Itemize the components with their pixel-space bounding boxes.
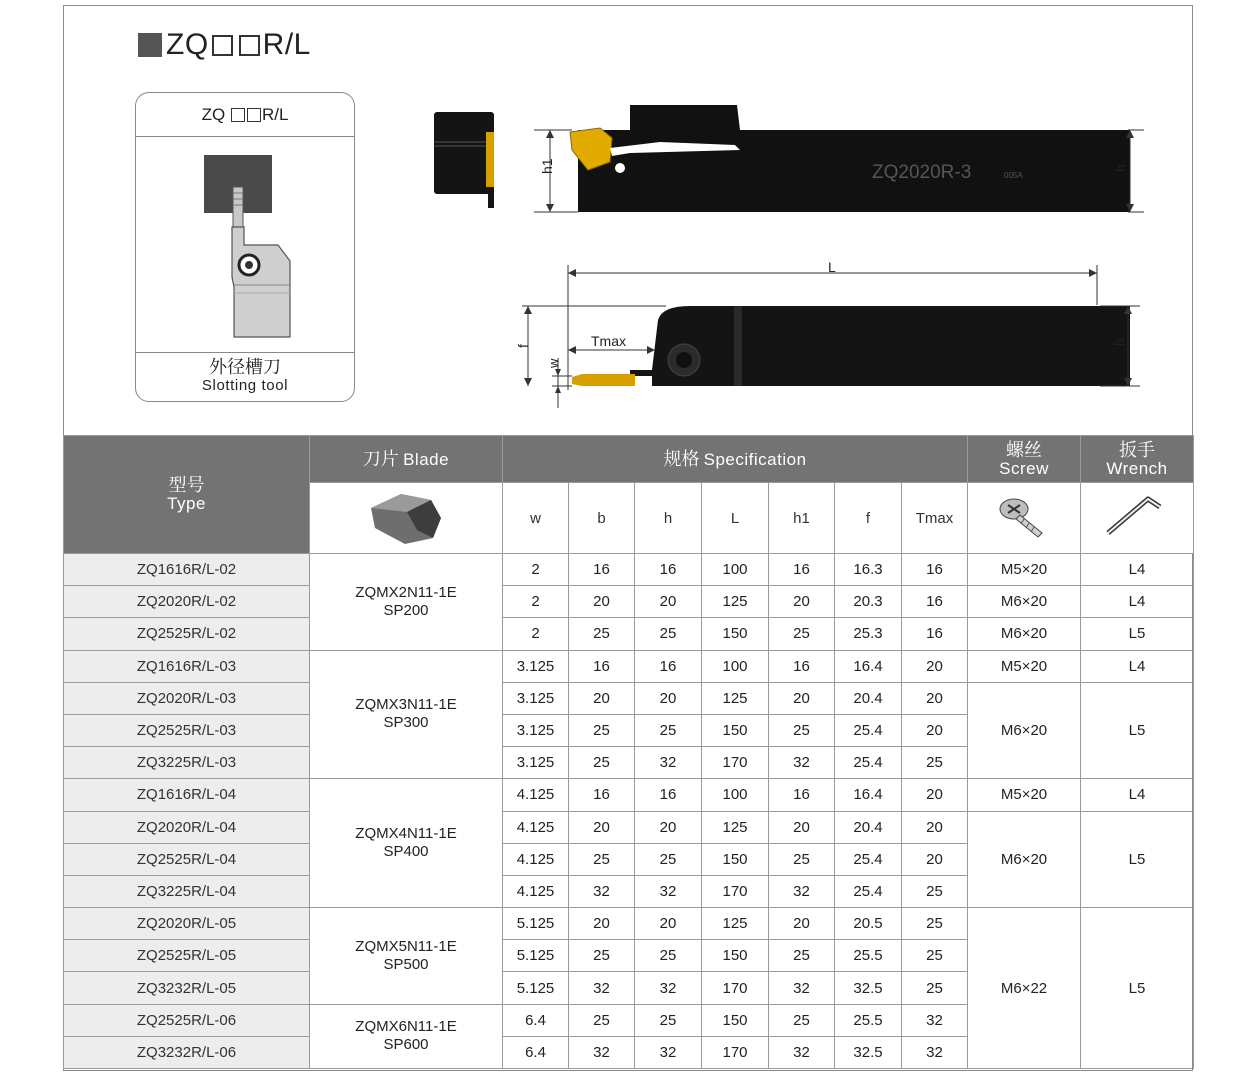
screw-cell: M6×20 [968, 618, 1081, 650]
tmax-cell: 20 [902, 843, 968, 875]
wrench-cell: L4 [1081, 779, 1194, 811]
f-cell: 16.4 [835, 779, 902, 811]
h1-cell: 16 [769, 650, 835, 682]
blade-header-cn: 刀片 [362, 448, 399, 470]
screw-cell: M5×20 [968, 779, 1081, 811]
L-cell: 125 [702, 811, 769, 843]
f-cell: 20.4 [835, 811, 902, 843]
col-w: w [503, 483, 569, 554]
h-cell: 20 [635, 908, 702, 940]
type-cell: ZQ2020R/L-04 [64, 811, 310, 843]
tmax-cell: 32 [902, 1004, 968, 1036]
type-cell: ZQ2020R/L-03 [64, 682, 310, 714]
b-cell: 20 [569, 811, 635, 843]
screw-header [968, 436, 1081, 483]
card-caption [136, 352, 354, 401]
card-caption-en: Slotting tool [201, 377, 289, 394]
b-cell: 25 [569, 940, 635, 972]
type-cell: ZQ2525R/L-05 [64, 940, 310, 972]
screw-cell: M6×20 [968, 811, 1081, 908]
L-cell: 150 [702, 843, 769, 875]
h1-cell: 25 [769, 714, 835, 746]
f-cell: 25.4 [835, 747, 902, 779]
blade-code: ZQMX5N11-1E [355, 937, 457, 955]
page-title [138, 28, 311, 62]
tmax-cell: 20 [902, 682, 968, 714]
h1-cell: 20 [769, 908, 835, 940]
blade-group [310, 1004, 503, 1068]
type-cell: ZQ2525R/L-04 [64, 843, 310, 875]
h1-cell: 25 [769, 1004, 835, 1036]
type-cell: ZQ2525R/L-03 [64, 714, 310, 746]
tmax-cell: 32 [902, 1036, 968, 1068]
h1-cell: 32 [769, 747, 835, 779]
wrench-icon [1102, 491, 1172, 541]
table-row [64, 618, 1194, 650]
screw-header-cn: 螺丝 [1006, 439, 1043, 461]
h1-cell: 25 [769, 940, 835, 972]
b-cell: 32 [569, 875, 635, 907]
blade-code: ZQMX3N11-1E [355, 696, 457, 714]
table-row [64, 554, 1194, 586]
tmax-cell: 16 [902, 618, 968, 650]
h1-cell: 20 [769, 586, 835, 618]
f-cell: 25.4 [835, 875, 902, 907]
screw-cell: M6×22 [968, 908, 1081, 1069]
L-cell: 150 [702, 1004, 769, 1036]
col-tmax: Tmax [902, 483, 968, 554]
w-cell: 2 [503, 554, 569, 586]
dim-f-label: f [515, 344, 531, 348]
wrench-header [1081, 436, 1194, 483]
screw-cell: M6×20 [968, 682, 1081, 779]
type-cell: ZQ1616R/L-03 [64, 650, 310, 682]
f-cell: 32.5 [835, 972, 902, 1004]
b-cell: 32 [569, 1036, 635, 1068]
w-cell: 3.125 [503, 650, 569, 682]
h1-cell: 32 [769, 1036, 835, 1068]
spec-header-en: Specification [703, 449, 807, 469]
blade-header [310, 436, 503, 483]
blade-group [310, 779, 503, 908]
title-suffix: R/L [262, 28, 311, 61]
screw-cell: M5×20 [968, 650, 1081, 682]
dim-h1-label: h1 [539, 158, 555, 174]
card-title-suffix: R/L [261, 104, 289, 124]
w-cell: 4.125 [503, 779, 569, 811]
tmax-cell: 16 [902, 554, 968, 586]
L-cell: 100 [702, 779, 769, 811]
b-cell: 25 [569, 714, 635, 746]
col-b: b [569, 483, 635, 554]
b-cell: 16 [569, 650, 635, 682]
wrench-cell: L4 [1081, 586, 1194, 618]
w-cell: 3.125 [503, 682, 569, 714]
w-cell: 3.125 [503, 747, 569, 779]
w-cell: 6.4 [503, 1036, 569, 1068]
screw-cell: M5×20 [968, 554, 1081, 586]
w-cell: 6.4 [503, 1004, 569, 1036]
card-box-icon [231, 108, 245, 122]
dim-b-label: b [1111, 338, 1127, 346]
w-cell: 2 [503, 586, 569, 618]
h1-cell: 16 [769, 554, 835, 586]
h-cell: 20 [635, 811, 702, 843]
table-row [64, 650, 1194, 682]
L-cell: 170 [702, 972, 769, 1004]
h1-cell: 32 [769, 875, 835, 907]
blade-header-en: Blade [403, 449, 450, 469]
h-cell: 32 [635, 1036, 702, 1068]
L-cell: 125 [702, 682, 769, 714]
h1-cell: 20 [769, 682, 835, 714]
type-cell: ZQ2525R/L-06 [64, 1004, 310, 1036]
h-cell: 16 [635, 650, 702, 682]
tmax-cell: 25 [902, 940, 968, 972]
table-row [64, 682, 1194, 714]
col-L: L [702, 483, 769, 554]
title-box-icon [239, 35, 260, 56]
blade-sp: SP400 [383, 843, 429, 861]
tmax-cell: 25 [902, 972, 968, 1004]
w-cell: 4.125 [503, 875, 569, 907]
screw-cell: M6×20 [968, 586, 1081, 618]
wrench-cell: L5 [1081, 811, 1194, 908]
type-cell: ZQ3232R/L-05 [64, 972, 310, 1004]
blade-code: ZQMX2N11-1E [355, 583, 457, 601]
table-row [64, 908, 1194, 940]
dim-tmax-label: Tmax [591, 333, 626, 349]
type-cell: ZQ3232R/L-06 [64, 1036, 310, 1068]
type-cell: ZQ3225R/L-03 [64, 747, 310, 779]
b-cell: 32 [569, 972, 635, 1004]
type-cell: ZQ3225R/L-04 [64, 875, 310, 907]
tmax-cell: 20 [902, 650, 968, 682]
card-caption-cn: 外径槽刀 [209, 357, 281, 378]
h1-cell: 16 [769, 779, 835, 811]
h1-cell: 25 [769, 618, 835, 650]
title-prefix: ZQ [166, 28, 209, 61]
type-cell: ZQ1616R/L-04 [64, 779, 310, 811]
h1-cell: 25 [769, 843, 835, 875]
h-cell: 25 [635, 940, 702, 972]
blade-group [310, 908, 503, 1005]
tmax-cell: 20 [902, 714, 968, 746]
L-cell: 150 [702, 940, 769, 972]
b-cell: 25 [569, 843, 635, 875]
wrench-header-cn: 扳手 [1119, 439, 1156, 461]
blade-code: ZQMX6N11-1E [355, 1018, 457, 1036]
f-cell: 20.3 [835, 586, 902, 618]
w-cell: 3.125 [503, 714, 569, 746]
f-cell: 25.4 [835, 843, 902, 875]
card-box-icon [247, 108, 261, 122]
f-cell: 16.3 [835, 554, 902, 586]
h-cell: 16 [635, 779, 702, 811]
top-view [515, 259, 1140, 408]
f-cell: 25.4 [835, 714, 902, 746]
h-cell: 16 [635, 554, 702, 586]
wrench-cell: L5 [1081, 618, 1194, 650]
blade-group [310, 650, 503, 779]
h-cell: 32 [635, 747, 702, 779]
h-cell: 25 [635, 618, 702, 650]
blade-group [310, 554, 503, 651]
tmax-cell: 16 [902, 586, 968, 618]
col-f: f [835, 483, 902, 554]
w-cell: 2 [503, 618, 569, 650]
w-cell: 4.125 [503, 843, 569, 875]
L-cell: 100 [702, 554, 769, 586]
type-cell: ZQ2020R/L-02 [64, 586, 310, 618]
spec-header-cn: 规格 [663, 448, 700, 470]
tool-card [135, 92, 355, 402]
f-cell: 25.3 [835, 618, 902, 650]
f-cell: 20.5 [835, 908, 902, 940]
b-cell: 25 [569, 747, 635, 779]
dim-h-label: h [1113, 164, 1129, 172]
type-cell: ZQ2020R/L-05 [64, 908, 310, 940]
h-cell: 25 [635, 1004, 702, 1036]
w-cell: 5.125 [503, 940, 569, 972]
type-header [64, 436, 310, 554]
tmax-cell: 25 [902, 747, 968, 779]
slotting-illustration [136, 137, 355, 353]
b-cell: 20 [569, 586, 635, 618]
L-cell: 170 [702, 747, 769, 779]
blade-insert-icon [361, 486, 451, 546]
b-cell: 20 [569, 682, 635, 714]
blade-code: ZQMX4N11-1E [355, 825, 457, 843]
tmax-cell: 20 [902, 779, 968, 811]
dim-w-label: w [546, 358, 561, 368]
tool-code: 005A [1004, 171, 1023, 180]
spec-header [503, 436, 968, 483]
wrench-cell: L4 [1081, 650, 1194, 682]
b-cell: 25 [569, 1004, 635, 1036]
h-cell: 25 [635, 714, 702, 746]
blade-sp: SP500 [383, 955, 429, 973]
L-cell: 125 [702, 908, 769, 940]
card-title [136, 93, 354, 137]
card-title-prefix: ZQ [201, 104, 226, 124]
blade-sp: SP600 [383, 1036, 429, 1054]
tool-dimension-diagrams [400, 90, 1160, 420]
tool-marking: ZQ2020R-3 [872, 162, 972, 183]
screw-icon [994, 491, 1054, 541]
screw-image-cell [968, 483, 1081, 554]
b-cell: 25 [569, 618, 635, 650]
blade-image-cell [310, 483, 503, 554]
h1-cell: 32 [769, 972, 835, 1004]
f-cell: 32.5 [835, 1036, 902, 1068]
col-h: h [635, 483, 702, 554]
table-row [64, 779, 1194, 811]
b-cell: 16 [569, 554, 635, 586]
title-box-icon [212, 35, 233, 56]
tmax-cell: 25 [902, 908, 968, 940]
L-cell: 170 [702, 875, 769, 907]
h-cell: 20 [635, 682, 702, 714]
type-cell: ZQ2525R/L-02 [64, 618, 310, 650]
end-view [434, 112, 494, 208]
wrench-cell: L5 [1081, 682, 1194, 779]
wrench-header-en: Wrench [1106, 458, 1168, 478]
f-cell: 25.5 [835, 1004, 902, 1036]
title-square-icon [138, 33, 162, 57]
f-cell: 16.4 [835, 650, 902, 682]
L-cell: 170 [702, 1036, 769, 1068]
type-cell: ZQ1616R/L-02 [64, 554, 310, 586]
dim-L-label: L [828, 259, 836, 275]
table-row [64, 586, 1194, 618]
w-cell: 5.125 [503, 908, 569, 940]
wrench-image-cell [1081, 483, 1194, 554]
specification-table [63, 435, 1194, 1069]
screw-header-en: Screw [999, 458, 1049, 478]
wrench-cell: L4 [1081, 554, 1194, 586]
blade-sp: SP200 [383, 601, 429, 619]
type-header-cn: 型号 [168, 475, 205, 496]
tmax-cell: 20 [902, 811, 968, 843]
f-cell: 20.4 [835, 682, 902, 714]
f-cell: 25.5 [835, 940, 902, 972]
h-cell: 32 [635, 875, 702, 907]
w-cell: 5.125 [503, 972, 569, 1004]
h-cell: 25 [635, 843, 702, 875]
h-cell: 32 [635, 972, 702, 1004]
b-cell: 16 [569, 779, 635, 811]
tmax-cell: 25 [902, 875, 968, 907]
L-cell: 150 [702, 714, 769, 746]
type-header-en: Type [167, 494, 206, 513]
h1-cell: 20 [769, 811, 835, 843]
L-cell: 100 [702, 650, 769, 682]
L-cell: 125 [702, 586, 769, 618]
table-row [64, 811, 1194, 843]
L-cell: 150 [702, 618, 769, 650]
side-view [534, 105, 1144, 212]
h-cell: 20 [635, 586, 702, 618]
wrench-cell: L5 [1081, 908, 1194, 1069]
b-cell: 20 [569, 908, 635, 940]
blade-sp: SP300 [383, 714, 429, 732]
col-h1: h1 [769, 483, 835, 554]
w-cell: 4.125 [503, 811, 569, 843]
